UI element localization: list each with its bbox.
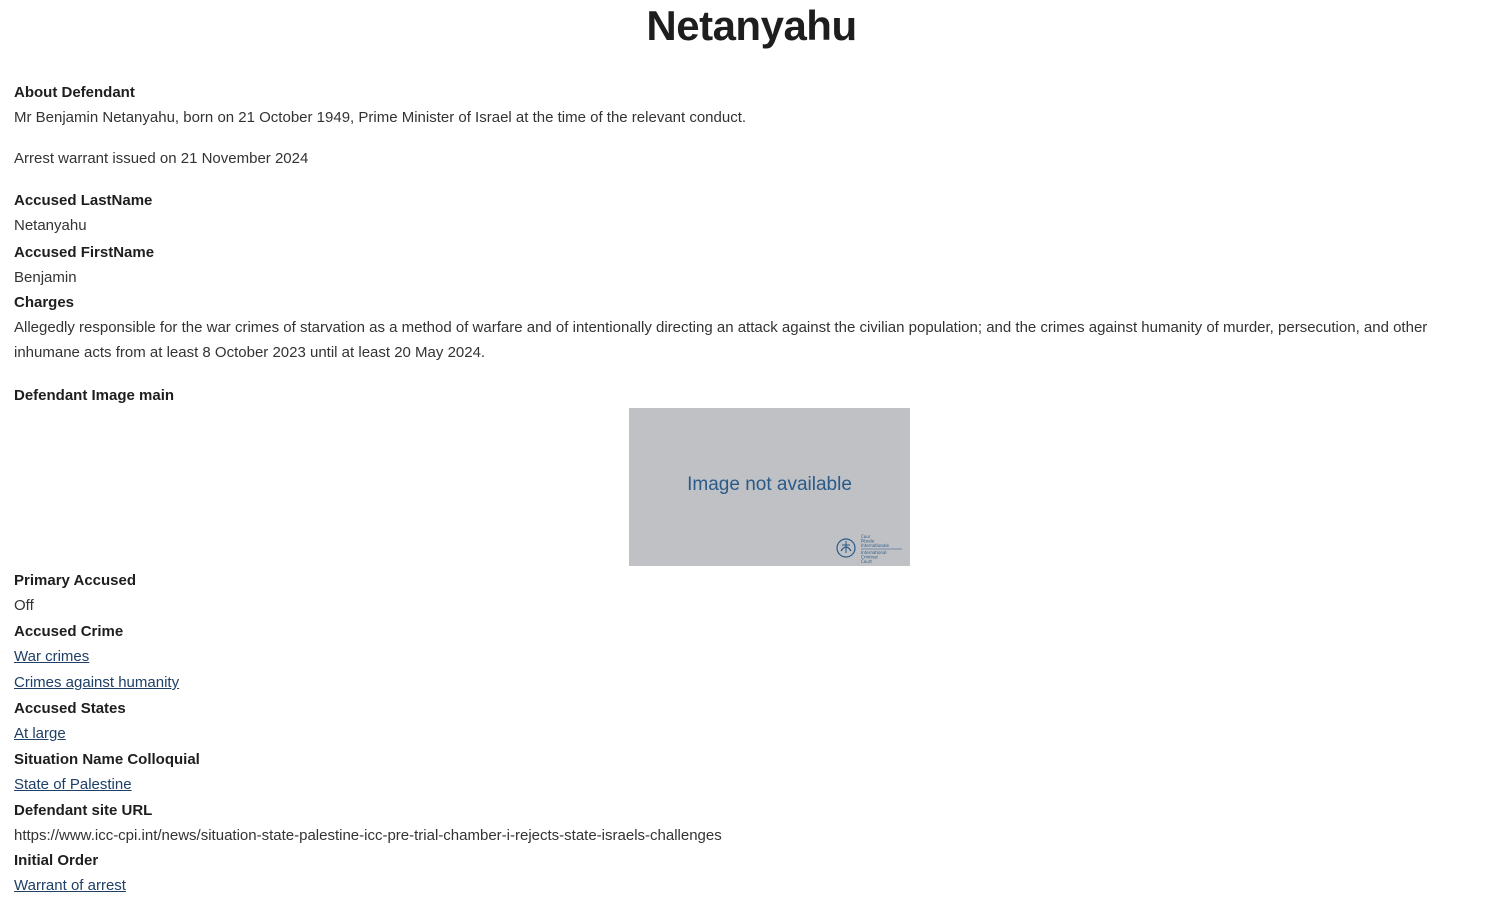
logo-text-line-6: Court bbox=[861, 559, 872, 564]
logo-text-line-1: Cour bbox=[861, 534, 871, 539]
charges-line-1: Allegedly responsible for the war crimes of starvation as a method of warfare and of intentionally directing an attack against the civilian population; and the crimes against humanity of murder, persecution, and other bbox=[14, 319, 1428, 336]
last-name-label: Accused LastName bbox=[14, 192, 153, 209]
accused-crime-link-war-crimes[interactable]: War crimes bbox=[14, 648, 90, 665]
logo-text-line-3: Internationale bbox=[861, 543, 889, 548]
page-content bbox=[14, 0, 1489, 899]
logo-text-line-5: Criminal bbox=[861, 554, 878, 560]
situation-link[interactable]: State of Palestine bbox=[14, 776, 132, 793]
accused-crime-link-crimes-against-humanity[interactable]: Crimes against humanity bbox=[14, 674, 180, 691]
first-name-label: Accused FirstName bbox=[14, 244, 155, 261]
defendant-image-container bbox=[14, 408, 1489, 566]
primary-accused-value: Off bbox=[14, 597, 34, 614]
situation-label: Situation Name Colloquial bbox=[14, 751, 200, 768]
about-label: About Defendant bbox=[14, 84, 135, 101]
warrant-issued-text: Arrest warrant issued on 21 November 2024 bbox=[14, 150, 309, 167]
initial-order-label: Initial Order bbox=[14, 852, 99, 869]
site-url-label: Defendant site URL bbox=[14, 802, 153, 819]
accused-states-link[interactable]: At large bbox=[14, 725, 66, 742]
about-text: Mr Benjamin Netanyahu, born on 21 October 1949, Prime Minister of Israel at the time of the relevant conduct. bbox=[14, 109, 747, 126]
first-name-value: Benjamin bbox=[14, 269, 77, 286]
logo-text-line-4: International bbox=[861, 550, 887, 555]
accused-states-label: Accused States bbox=[14, 700, 126, 717]
charges-line-2: inhumane acts from at least 8 October 2023 until at least 20 May 2024. bbox=[14, 344, 486, 361]
defendant-image-label: Defendant Image main bbox=[14, 387, 175, 404]
page-title: Netanyahu bbox=[646, 2, 857, 49]
last-name-value: Netanyahu bbox=[14, 217, 87, 234]
initial-order-link[interactable]: Warrant of arrest bbox=[14, 877, 126, 894]
charges-label: Charges bbox=[14, 294, 75, 311]
logo-text-line-2: Pénale bbox=[861, 538, 875, 544]
icc-logo-icon bbox=[835, 534, 905, 564]
accused-crime-label: Accused Crime bbox=[14, 623, 124, 640]
site-url-value: https://www.icc-cpi.int/news/situation-state-palestine-icc-pre-trial-chamber-i-rejects-state-israels-challenges bbox=[14, 827, 722, 844]
image-not-available-text: Image not available bbox=[687, 474, 852, 495]
primary-accused-label: Primary Accused bbox=[14, 572, 137, 589]
defendant-image-placeholder bbox=[629, 408, 910, 566]
